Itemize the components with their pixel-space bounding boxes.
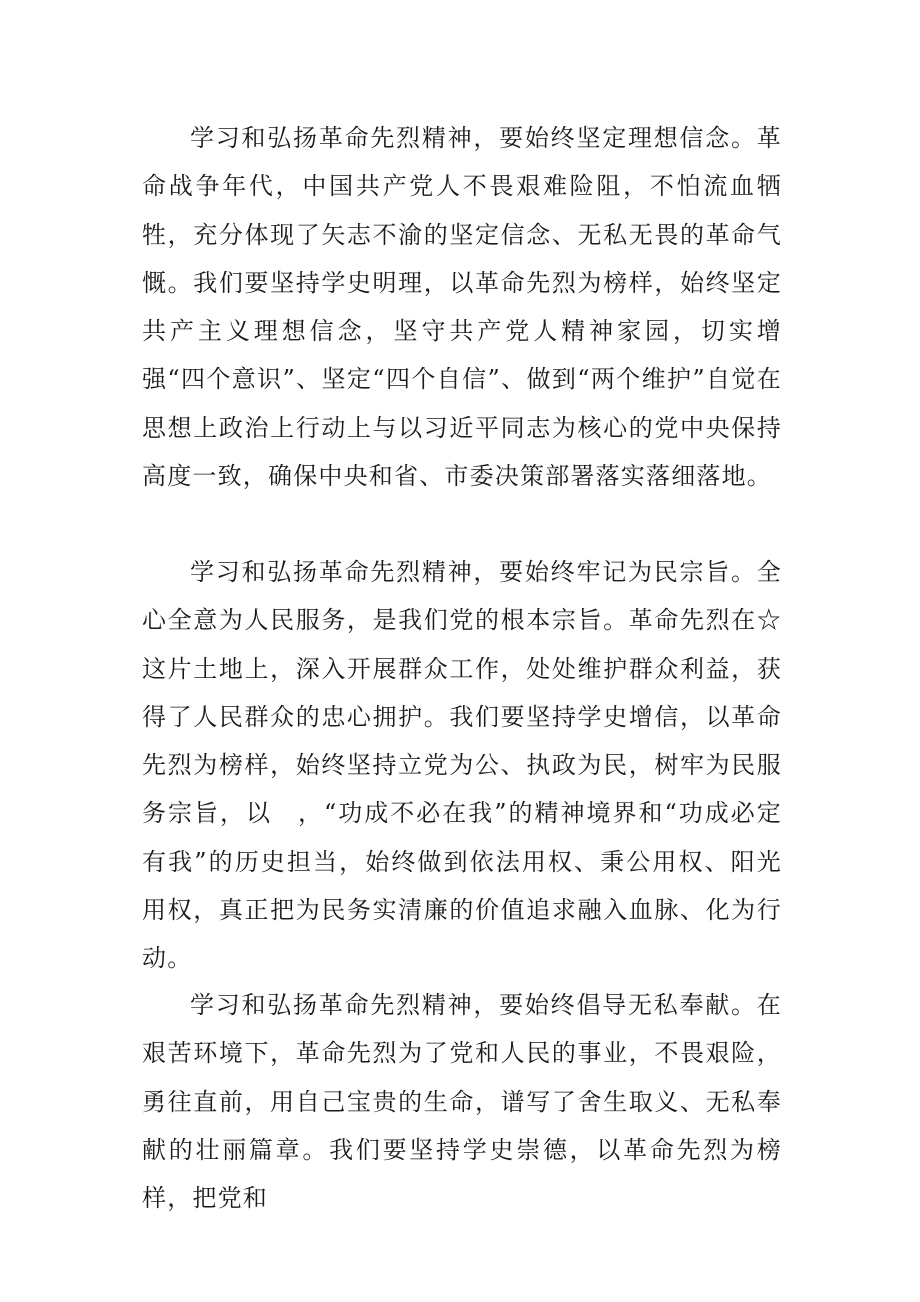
paragraph-people-purpose: 学习和弘扬革命先烈精神，要始终牢记为民宗旨。全心全意为人民服务，是我们党的根本宗旨。革命先烈在☆这片土地上，深入开展群众工作，处处维护群众利益，获得了人民群众的忠心拥护。我们要坚持学史增信，以革命先烈为榜样，始终坚持立党为公、执政为民，树牢为民服务宗旨，以 ，“功成不必在我”的精神境界和“功成必定有我”的历史担当，始终做到依法用权、秉公用权、阳光用权，真正把为民务实清廉的价值追求融入血脉、化为行动。 — [142, 558, 782, 973]
paragraph-ideals: 学习和弘扬革命先烈精神，要始终坚定理想信念。革命战争年代，中国共产党人不畏艰难险阻，不怕流血牺牲，充分体现了矢志不渝的坚定信念、无私无畏的革命气慨。我们要坚持学史明理，以革命先烈为榜样，始终坚定共产主义理想信念，坚守共产党人精神家园，切实增强“四个意识”、坚定“四个自信”、做到“两个维护”自觉在思想上政治上行动上与以习近平同志为核心的党中央保持高度一致，确保中央和省、市委决策部署落实落细落地。 — [142, 124, 782, 491]
paragraph-dedication: 学习和弘扬革命先烈精神，要始终倡导无私奉献。在艰苦环境下，革命先烈为了党和人民的事业，不畏艰险，勇往直前，用自己宝贵的生命，谱写了舍生取义、无私奉献的壮丽篇章。我们要坚持学史崇德，以革命先烈为榜样，把党和 — [142, 991, 782, 1213]
